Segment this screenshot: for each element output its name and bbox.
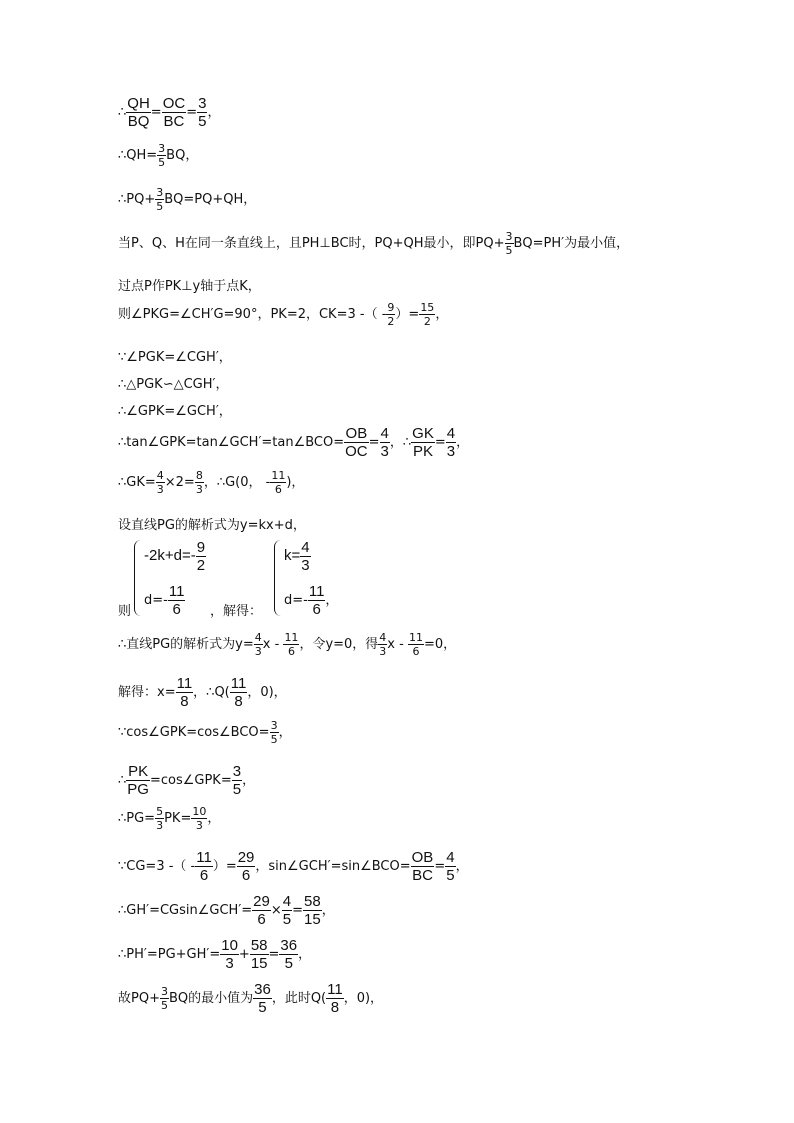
- text: ，此时Q(: [271, 991, 327, 1006]
- line-conclusion: [118, 982, 383, 1015]
- denominator: 2: [196, 557, 206, 574]
- text: 则: [118, 604, 132, 619]
- text: ∵CG=3 -（ -: [118, 859, 196, 874]
- numerator: 3: [156, 186, 164, 199]
- fraction: [303, 894, 322, 927]
- line-angle-gpk: [118, 400, 232, 419]
- numerator: 3: [160, 985, 168, 998]
- text: ×: [270, 903, 282, 918]
- fraction: [411, 426, 435, 459]
- numerator: 3: [270, 719, 278, 732]
- denominator: 3: [380, 443, 389, 460]
- numerator: 11: [176, 675, 193, 692]
- text: d=-: [284, 593, 308, 608]
- text: ，∴G(0， -: [203, 475, 271, 490]
- fraction: [196, 540, 206, 573]
- fraction: [160, 986, 169, 1011]
- text: x -: [262, 637, 284, 652]
- denominator: BQ: [127, 113, 150, 130]
- line-ratio-qh-bq: [118, 96, 220, 129]
- text: BQ，: [166, 148, 199, 163]
- denominator: 5: [270, 733, 278, 746]
- denominator: 5: [253, 998, 272, 1015]
- numerator: 11: [196, 849, 212, 866]
- text: )，: [286, 475, 305, 490]
- denominator: 3: [379, 645, 387, 658]
- system-row-2: [144, 584, 185, 617]
- system-row-1: [144, 540, 206, 573]
- denominator: BC: [412, 867, 433, 884]
- numerator: 4: [282, 893, 292, 910]
- denominator: 5: [158, 156, 166, 169]
- text: 故PQ+: [118, 991, 160, 1006]
- text: 过点P作PK⊥y轴于点K，: [118, 279, 261, 294]
- denominator: PK: [413, 443, 434, 460]
- line-ph: [118, 938, 311, 971]
- denominator: 6: [237, 866, 256, 883]
- text: ，令y=0，得: [299, 637, 379, 652]
- numerator: 29: [237, 849, 255, 866]
- text: =: [434, 859, 446, 874]
- numerator: 3: [505, 230, 513, 243]
- fraction: [270, 720, 279, 745]
- denominator: PG: [127, 781, 149, 798]
- text: ，: [242, 773, 256, 788]
- text: ，∴: [389, 435, 412, 450]
- fraction: [254, 632, 263, 657]
- numerator: 5: [156, 805, 164, 818]
- line-draw-pk: [118, 275, 261, 294]
- denominator: 3: [156, 483, 164, 496]
- solution-row-1: [284, 540, 311, 573]
- numerator: 58: [304, 893, 321, 910]
- text: ，: [456, 435, 470, 450]
- text: BQ=PQ+QH，: [164, 192, 257, 207]
- denominator: 8: [326, 998, 344, 1015]
- fraction: [232, 764, 242, 797]
- denominator: 2: [387, 315, 395, 328]
- fraction: [157, 143, 166, 168]
- text: k=: [284, 547, 301, 564]
- fraction: [220, 938, 239, 971]
- numerator: 10: [192, 805, 207, 818]
- fraction: [195, 850, 213, 883]
- fraction: [408, 632, 424, 657]
- numerator: OC: [162, 95, 186, 112]
- numerator: 9: [196, 539, 206, 556]
- line-cos: [118, 720, 292, 745]
- text: ∴GK=: [118, 475, 156, 490]
- fraction: [344, 426, 369, 459]
- denominator: 5: [446, 867, 455, 884]
- fraction: [419, 302, 435, 327]
- text: ∴: [118, 773, 127, 788]
- denominator: 3: [446, 443, 456, 460]
- line-gh: [118, 894, 335, 927]
- line-solve-x: [118, 676, 287, 709]
- text: ∴GH′=CGsin∠GCH′=: [118, 903, 253, 918]
- text: =: [368, 435, 380, 450]
- text: PK=: [164, 811, 192, 826]
- denominator: 6: [195, 866, 213, 883]
- line-minimum-condition: [118, 231, 629, 256]
- fraction: [191, 806, 207, 831]
- denominator: OC: [345, 443, 368, 460]
- numerator: 11: [271, 469, 286, 482]
- fraction: [230, 676, 248, 709]
- fraction: [126, 96, 151, 129]
- text: ∴直线PG的解析式为y=: [118, 637, 254, 652]
- fraction: [308, 584, 326, 617]
- denominator: 8: [176, 692, 194, 709]
- fraction: [195, 470, 204, 495]
- text: ，: [455, 859, 469, 874]
- fraction: [411, 850, 435, 883]
- numerator: 4: [254, 631, 262, 644]
- fraction: [446, 426, 456, 459]
- text: ×2=: [164, 475, 195, 490]
- text: ∴PH′=PG+GH′=: [118, 947, 221, 962]
- text: ，0)，: [343, 991, 384, 1006]
- text: BQ的最小值为: [168, 991, 254, 1006]
- line-angle-equal: [118, 346, 232, 365]
- numerator: 4: [156, 469, 164, 482]
- text: =: [268, 947, 280, 962]
- text: =cos∠GPK=: [149, 773, 232, 788]
- text: ，: [207, 811, 221, 826]
- denominator: 6: [408, 644, 424, 657]
- numerator: 9: [387, 301, 395, 314]
- text: ，解得：: [210, 604, 263, 619]
- denominator: 15: [250, 955, 268, 972]
- text: ，: [298, 947, 312, 962]
- text: =: [186, 105, 198, 120]
- left-brace: [134, 540, 141, 616]
- text: -2k+d=-: [144, 547, 196, 564]
- line-pg: [118, 806, 220, 831]
- text: 解得：x=: [118, 685, 176, 700]
- fraction: [237, 850, 256, 883]
- fraction: [326, 982, 344, 1015]
- numerator: 8: [195, 469, 203, 482]
- line-cg-sin: [118, 850, 469, 883]
- line-pq-plus: [118, 187, 256, 212]
- text: ，: [321, 903, 335, 918]
- denominator: 5: [198, 113, 207, 130]
- denominator: 8: [230, 692, 248, 709]
- numerator: 4: [379, 631, 387, 644]
- line-equation-system: [118, 538, 438, 624]
- text: 当P、Q、H在同一条直线上，且PH⊥BC时，PQ+QH最小，即PQ+: [118, 236, 505, 251]
- fraction: [252, 894, 271, 927]
- denominator: 3: [220, 954, 239, 971]
- numerator: PK: [128, 763, 149, 780]
- denominator: 5: [505, 244, 513, 257]
- left-brace: [274, 540, 281, 616]
- line-angles-pk-ck: [118, 302, 448, 327]
- text: BQ=PH′为最小值，: [513, 236, 630, 251]
- denominator: 3: [195, 483, 203, 496]
- denominator: 5: [232, 781, 242, 798]
- line-pk-pg: [118, 764, 255, 797]
- text: d=-: [144, 593, 168, 608]
- numerator: 36: [280, 937, 298, 954]
- text: ，: [435, 307, 449, 322]
- fraction: [126, 764, 150, 797]
- fraction: [445, 850, 455, 883]
- text: ，: [325, 593, 339, 608]
- numerator: OB: [411, 849, 434, 866]
- text: ∴tan∠GPK=tan∠GCH′=tan∠BCO=: [118, 435, 345, 450]
- text: ，∴Q(: [193, 685, 230, 700]
- numerator: 58: [250, 937, 268, 954]
- fraction: [197, 96, 207, 129]
- fraction: [253, 982, 272, 1015]
- denominator: 3: [156, 819, 164, 832]
- fraction: [155, 187, 164, 212]
- text: =0，: [423, 637, 457, 652]
- fraction: [283, 632, 299, 657]
- text: ，: [207, 105, 221, 120]
- numerator: 11: [168, 583, 185, 600]
- numerator: 11: [408, 631, 423, 644]
- numerator: 4: [380, 425, 389, 442]
- numerator: 29: [253, 893, 270, 910]
- fraction: [168, 584, 186, 617]
- denominator: 6: [168, 600, 186, 617]
- numerator: QH: [127, 95, 150, 112]
- text: ∴△PGK∽△CGH′，: [118, 377, 229, 392]
- fraction: [176, 676, 194, 709]
- numerator: 11: [230, 675, 247, 692]
- denominator: 6: [308, 600, 326, 617]
- numerator: 11: [284, 631, 299, 644]
- denominator: 5: [279, 954, 298, 971]
- denominator: 6: [270, 482, 286, 495]
- numerator: 11: [327, 981, 343, 998]
- text: +: [238, 947, 250, 962]
- fraction: [156, 470, 165, 495]
- denominator: BC: [163, 113, 185, 130]
- fraction: [279, 938, 298, 971]
- fraction: [300, 540, 310, 573]
- numerator: 4: [446, 425, 456, 442]
- denominator: 2: [419, 314, 435, 327]
- denominator: 5: [282, 911, 292, 928]
- fraction: [505, 231, 514, 256]
- text: ∴PQ+: [118, 192, 156, 207]
- numerator: 10: [221, 937, 238, 954]
- numerator: 4: [301, 539, 310, 556]
- text: x -: [387, 637, 408, 652]
- numerator: 11: [308, 583, 325, 600]
- numerator: 3: [232, 763, 242, 780]
- denominator: 3: [254, 645, 262, 658]
- text: ∴∠GPK=∠GCH′，: [118, 404, 232, 419]
- fraction: [250, 938, 269, 971]
- text: ，: [278, 725, 292, 740]
- denominator: 5: [156, 200, 164, 213]
- denominator: 6: [252, 910, 271, 927]
- text: ∴: [118, 105, 127, 120]
- text: ∵∠PGK=∠CGH′，: [118, 350, 232, 365]
- numerator: 4: [446, 849, 455, 866]
- line-qh: [118, 143, 198, 168]
- text: 则∠PKG=∠CH′G=90°，PK=2，CK=3 -（ -: [118, 307, 387, 322]
- text: =: [292, 903, 304, 918]
- denominator: 3: [191, 818, 207, 831]
- text: =: [434, 435, 446, 450]
- fraction: [270, 470, 286, 495]
- text: ，sin∠GCH′=sin∠BCO=: [255, 859, 411, 874]
- numerator: OB: [345, 425, 368, 442]
- denominator: 6: [283, 644, 299, 657]
- fraction: [162, 96, 187, 129]
- solution-row-2: [284, 584, 338, 617]
- numerator: 3: [198, 95, 207, 112]
- fraction: [155, 806, 164, 831]
- text: ）=: [395, 307, 420, 322]
- fraction: [378, 632, 387, 657]
- text: ）=: [212, 859, 237, 874]
- line-gk: [118, 470, 304, 495]
- numerator: 36: [254, 981, 271, 998]
- line-similar-triangles: [118, 373, 228, 392]
- line-pg-expression: [118, 632, 456, 657]
- text: ，0)，: [247, 685, 287, 700]
- numerator: GK: [412, 425, 434, 442]
- fraction: [282, 894, 292, 927]
- line-tan: [118, 426, 469, 459]
- text: =: [150, 105, 162, 120]
- denominator: 15: [304, 911, 321, 928]
- numerator: 3: [158, 142, 166, 155]
- denominator: 3: [301, 557, 310, 574]
- text: 设直线PG的解析式为y=kx+d，: [118, 518, 306, 533]
- fraction: [380, 426, 390, 459]
- text: ∵cos∠GPK=cos∠BCO=: [118, 725, 270, 740]
- denominator: 5: [160, 999, 168, 1012]
- text: ∴QH=: [118, 148, 158, 163]
- text: ∴PG=: [118, 811, 156, 826]
- line-pg-form: [118, 514, 306, 533]
- numerator: 15: [420, 301, 435, 314]
